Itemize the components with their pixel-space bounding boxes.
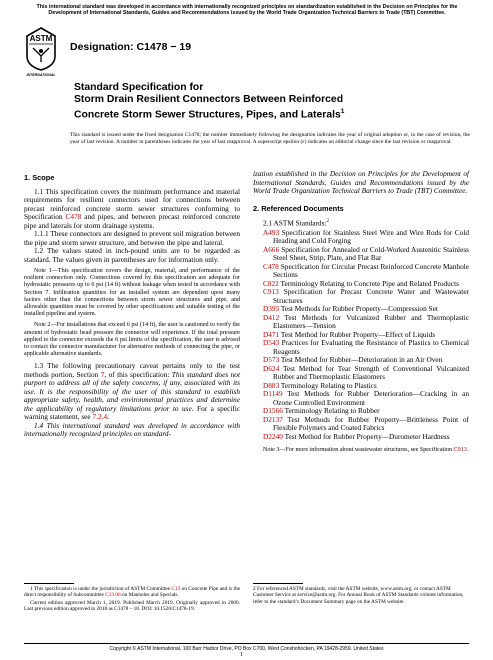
reference-item[interactable]: D395 Test Methods for Rubber Property—Compression Set xyxy=(263,304,438,314)
note-2: Note 2—For installations that exceed 6 psi (14 ft), the user is cautioned to verify the amount of hydrostatic head pressure the connector will experience. If the total pressure applied to the connector exceeds the 6 psi limits of the specification, the user is advised to contact the connector manufacturer for alternative methods of connecting the pipe, or applicable alternative standards. xyxy=(24,322,240,358)
astm-logo-icon xyxy=(24,26,58,72)
page-number: 1 xyxy=(240,652,243,658)
link-c13[interactable]: C13 xyxy=(171,586,181,592)
link-section-7[interactable]: 7 xyxy=(100,369,105,379)
title-line-3: Concrete Storm Sewer Structures, Pipes, and Laterals xyxy=(74,109,341,121)
footnote-2: 2 For referenced ASTM standards, visit the ASTM website, www.astm.org, or contact ASTM Customer Service at service@astm.org. For Annual Book of ASTM Standards volume information, refer to the standard’s Document Summary page on the ASTM website. xyxy=(253,586,464,605)
footnote-divider-right xyxy=(253,583,303,584)
link-c913[interactable]: C913 xyxy=(453,447,467,454)
standard-notice: This international standard was developed in accordance with internationally recognized principles on standardization established in the Decision on Principles for the Development of International Standards, Guides and Recommendations issued by the World Trade Organization Technical Barriers to Trade (TBT) Committee. xyxy=(36,4,458,17)
note-1: Note 1—This specification covers the design, material, and performance of the resilient connection only. Connections covered by this specification are adequate for hydrostatic pressures up to 6 psi (14 ft) without leakage when tested in accordance with Section 7. Infiltration quantities for an installed system are dependent upon many factors other than the connections between storm sewer structures and pipe, and allowable quantities must be covered by other specifications and suitable testing of the installed pipeline and system. xyxy=(24,268,240,318)
title-line-2: Storm Drain Resilient Connectors Between Reinforced xyxy=(74,94,344,105)
reference-item[interactable]: C822 Terminology Relating to Concrete Pipe and Related Products xyxy=(263,278,459,288)
title-line-1: Standard Specification for xyxy=(74,82,204,93)
link-c13-06[interactable]: C13.06 xyxy=(105,592,121,599)
reference-item[interactable]: D2137 Test Methods for Rubber Property—Brittleness Point of Flexible Polymers and Coated Fabrics xyxy=(263,414,469,433)
reference-item[interactable]: D624 Test Method for Tear Strength of Conventional Vulcanized Rubber and Thermoplastic Elastomers xyxy=(263,363,469,382)
footnote-divider-left xyxy=(24,583,74,584)
svg-text:ASTM: ASTM xyxy=(29,34,53,43)
copyright-footer: Copyright © ASTM International, 100 Barr Harbor Drive, PO Box C700, West Conshohocken, PA 19428-2959. United States xyxy=(109,646,384,652)
link-7-2-4[interactable]: 7.2.4 xyxy=(92,412,108,422)
reference-item[interactable]: D573 Test Method for Rubber—Deterioration in an Air Oven xyxy=(263,355,443,365)
reference-list xyxy=(253,229,469,442)
issuance-note: This standard is issued under the fixed designation C1478; the number immediately following the designation indicates the year of original adoption or, in the case of revision, the year of last revision. A number in parentheses indicates the year of last reapproval. A superscript epsilon (ε) indicates an editorial change since the last revision or reapproval. xyxy=(70,132,470,145)
title-footnote-mark: 1 xyxy=(340,108,345,115)
reference-item[interactable]: D1566 Terminology Relating to Rubber xyxy=(263,406,380,416)
reference-item[interactable]: A493 Specification for Stainless Steel Wire and Wire Rods for Cold Heading and Cold Forging xyxy=(263,227,469,246)
reference-item[interactable]: D2240 Test Method for Rubber Property—Durometer Hardness xyxy=(263,431,450,441)
logo-caption: INTERNATIONAL xyxy=(26,73,56,77)
document-title xyxy=(74,82,474,121)
paragraph-1-4: 1.4 This international standard was developed in accordance with internationally recognized principles on standard- xyxy=(24,420,240,439)
reference-item[interactable]: D883 Terminology Relating to Plastics xyxy=(263,380,377,390)
right-column xyxy=(253,170,469,459)
paragraph-1-3: 1.3 The following precautionary caveat pertains only to the test methods portion, Section 7, of this specification: This standard does not purport to address all of the safety concerns, if any, associated with its use. It is the responsibility of the user of this standard to establish appropriate safety, health, and environmental practices and determine the applicability of regulatory limitations prior to use. For a specific warning statement, see 7.2.4. xyxy=(24,361,240,422)
paragraph-1-4-continued: ization established in the Decision on Principles for the Development of International Standards, Guides and Recommendations issued by the World Trade Organization Technical Barriers to Trade (TBT) Committee. xyxy=(253,169,469,195)
link-c478[interactable]: C478 xyxy=(65,212,82,221)
footnote-1-edition: Current edition approved March 1, 2019. Published March 2019. Originally approved in 2000. Last previous edition approved in 2018 as C1478 – 18. DOI: 10.1520/C1478-19. xyxy=(24,599,240,612)
astm-standards-subheading: 2.1 ASTM Standards:$^2$ xyxy=(263,218,329,228)
paragraph-1-1-1: 1.1.1 These connectors are designed to prevent soil migration between the pipe and storm sewer structure, and between the pipe and lateral. xyxy=(24,229,240,247)
designation: Designation: C1478 − 19 xyxy=(70,41,192,53)
note-3: Note 3—For more information about wastewater structures, see Specification C913. xyxy=(263,447,469,454)
reference-item[interactable]: A666 Specification for Annealed or Cold-Worked Austenitic Stainless Steel Sheet, Strip, Plate, and Flat Bar xyxy=(263,244,469,263)
section-heading-scope: 1. Scope xyxy=(24,173,55,182)
reference-item[interactable]: D471 Test Method for Rubber Property—Effect of Liquids xyxy=(263,329,436,339)
reference-item[interactable]: D543 Practices for Evaluating the Resistance of Plastics to Chemical Reagents xyxy=(263,338,469,356)
left-column xyxy=(24,170,240,439)
footer-divider xyxy=(24,643,469,644)
paragraph-1-1: 1.1 This specification covers the minimum performance and material requirements for resilient connectors used for connections between precast reinforced concrete storm sewer structures conforming to Specification C478 and pipes, and between precast reinforced concrete pipe and laterals for storm drainage systems. xyxy=(24,186,240,230)
reference-item[interactable]: D1149 Test Methods for Rubber Deterioration—Cracking in an Ozone Controlled Environment xyxy=(263,389,469,407)
paragraph-1-2: 1.2 The values stated in inch-pound units are to be regarded as standard. The values given in parentheses are for information only. xyxy=(24,246,240,264)
reference-item[interactable]: C478 Specification for Circular Precast Reinforced Concrete Manhole Sections xyxy=(263,261,469,280)
reference-item[interactable]: C913 Specification for Precast Concrete Water and Wastewater Structures xyxy=(263,287,469,305)
footnote-1: 1 This specification is under the jurisdiction of ASTM Committee C13 on Concrete Pipe and is the direct responsibility of Subcommittee C13.06 on Manholes and Specials. Current edition approved March 1, 2019. Published March 2019. Originally approved in 2000. Last previous edition approved in 2018 as C1478 – 18. DOI: 10.1520/C1478-19. xyxy=(24,586,240,612)
section-heading-referenced-documents: 2. Referenced Documents xyxy=(253,203,344,213)
reference-item[interactable]: D412 Test Methods for Vulcanized Rubber and Thermoplastic Elastomers—Tension xyxy=(263,312,469,331)
